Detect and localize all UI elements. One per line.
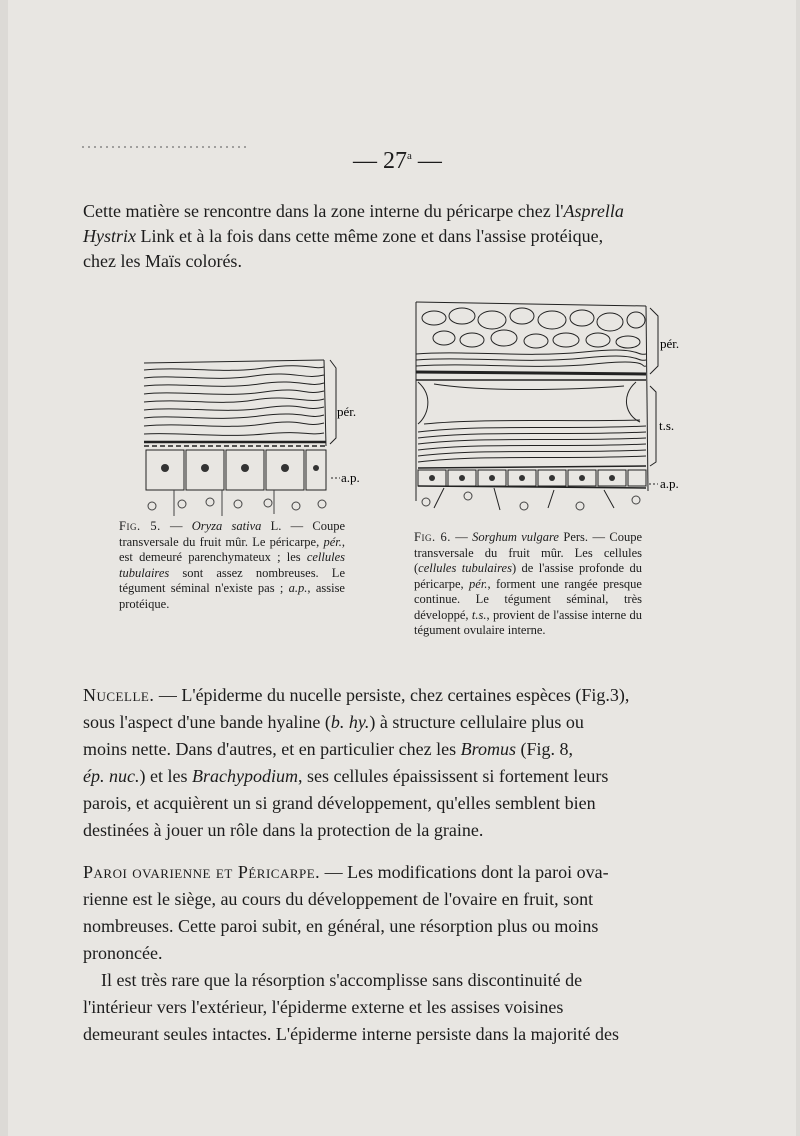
figure-5-caption: Fig. 5. — Oryza sativa L. — Coupe transversale du fruit mûr. Le péricarpe, pér., est demeuré parenchymateux ; les cellules tubulaires sont assez nombreuses. Le tégument séminal n'existe pas ; a.p., assise protéique. [119, 519, 346, 611]
nucelle-line-3: moins nette. Dans d'autres, et en particulier chez les Bromus (Fig. 8, [83, 739, 573, 759]
fig6-label-per: pér. [660, 336, 680, 351]
book-page [8, 0, 796, 1136]
paroi-line-3: nombreuses. Cette paroi subit, en général, une résorption plus ou moins [83, 916, 599, 936]
fig5-label-ap: a.p. [341, 470, 360, 485]
fig5-label-per: pér. [337, 404, 357, 419]
nucelle-line-6: destinées à jouer un rôle dans la protection de la graine. [83, 820, 484, 840]
fig6-label-ts: t.s. [659, 418, 675, 433]
paroi-line-7: demeurant seules intactes. L'épiderme interne persiste dans la majorité des [83, 1024, 620, 1044]
fig6-label-ap: a.p. [660, 476, 679, 491]
nucelle-line-1: Nucelle. — L'épiderme du nucelle persiste, chez certaines espèces (Fig.3), [83, 685, 630, 705]
intro-line-1: Cette matière se rencontre dans la zone interne du péricarpe chez l'Asprella [83, 201, 624, 221]
intro-line-3: chez les Maïs colorés. [83, 251, 242, 271]
paroi-line-6: l'intérieur vers l'extérieur, l'épiderme externe et les assises voisines [83, 997, 564, 1017]
paroi-heading: Paroi ovarienne et Péricarpe. [83, 862, 321, 882]
figure-6-drawing [404, 296, 696, 524]
nucelle-line-5: parois, et acquièrent un si grand développement, qu'elles semblent bien [83, 793, 596, 813]
nucelle-line-2: sous l'aspect d'une bande hyaline (b. hy.) à structure cellulaire plus ou [83, 712, 584, 732]
nucelle-line-4: ép. nuc.) et les Brachypodium, ses cellules épaississent si fortement leurs [83, 766, 609, 786]
header-dotted-line [80, 145, 250, 149]
paroi-line-2: rienne est le siège, au cours du développement de l'ovaire en fruit, sont [83, 889, 594, 909]
figure-6-caption: Fig. 6. — Sorghum vulgare Pers. — Coupe transversale du fruit mûr. Les cellules (cellules tubulaires) de l'assise profonde du péricarpe, pér., forment une rangée presque continue. Le tégument séminal, très développé, t.s., provient de l'assise interne du tégument ovulaire interne. [414, 530, 643, 637]
paroi-line-4: prononcée. [83, 943, 163, 963]
nucelle-heading: Nucelle. [83, 685, 155, 705]
figure-5-drawing [134, 358, 379, 518]
paroi-line-5: Il est très rare que la résorption s'accomplisse sans discontinuité de [101, 970, 583, 990]
intro-line-2: Hystrix Link et à la fois dans cette même zone et dans l'assise protéique, [83, 226, 604, 246]
page-number: — 27$^a$ — [353, 148, 442, 174]
paroi-line-1: Paroi ovarienne et Péricarpe. — Les modifications dont la paroi ova- [83, 862, 609, 882]
